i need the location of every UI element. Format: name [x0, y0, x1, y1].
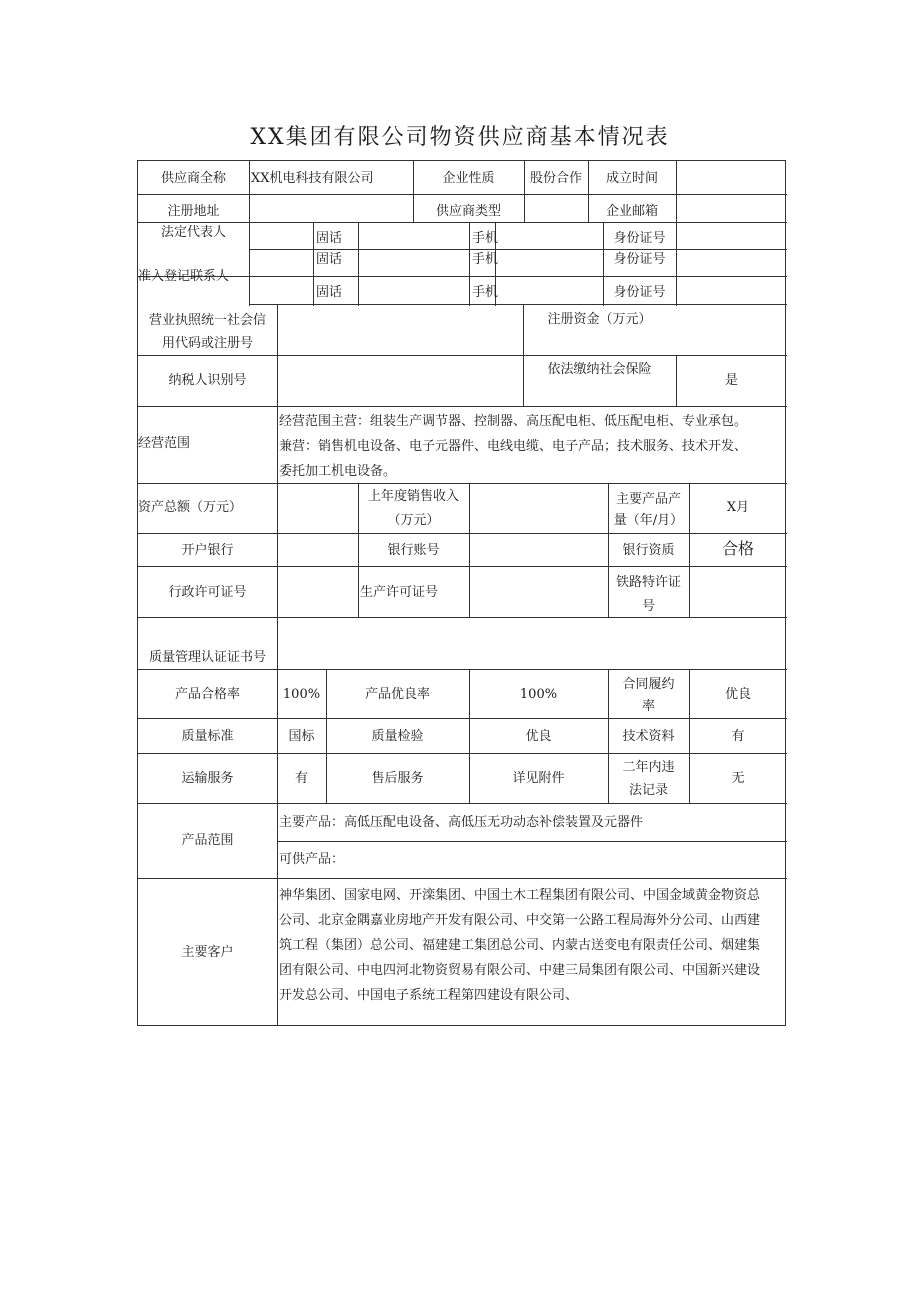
- production-license-label: 生产许可证号: [360, 585, 439, 600]
- product-output-label-line1: 主要产品产: [615, 492, 681, 507]
- grid-line: [249, 304, 787, 305]
- grid-line: [138, 194, 787, 195]
- technical-docs-label: 技术资料: [622, 729, 675, 744]
- contract-fulfillment-value: 优良: [724, 687, 751, 702]
- railway-license-label-line2: 号: [641, 599, 655, 614]
- grid-line: [138, 276, 787, 277]
- admin-license-label: 行政许可证号: [168, 585, 247, 600]
- bank-label: 开户银行: [181, 543, 234, 558]
- contract-fulfillment-label-line1: 合同履约: [622, 677, 675, 692]
- landline-label: 固话: [316, 252, 343, 267]
- mobile-label: 手机: [472, 285, 499, 300]
- product-output-value: X月: [726, 500, 750, 515]
- grid-line: [249, 249, 787, 250]
- quality-inspection-value: 优良: [525, 729, 552, 744]
- customer-line: 公司、北京金隅嘉业房地产开发有限公司、中交第一公路工程局海外分公司、山西建: [279, 913, 761, 928]
- annual-sales-label-line1: 上年度销售收入: [367, 489, 459, 504]
- grid-line: [469, 222, 470, 306]
- pass-rate-value: 100%: [282, 687, 321, 702]
- after-sales-label: 售后服务: [371, 771, 424, 786]
- violation-record-label-line1: 二年内违: [622, 760, 675, 775]
- contract-fulfillment-label-line2: 率: [641, 699, 655, 714]
- quality-standard-label: 质量标准: [181, 729, 234, 744]
- supplier-info-table: [137, 160, 786, 1026]
- grid-line: [277, 841, 787, 842]
- after-sales-value: 详见附件: [512, 771, 565, 786]
- social-insurance-value: 是: [724, 373, 738, 388]
- total-assets-label: 资产总额（万元）: [138, 500, 243, 515]
- supplier-name-label: 供应商全称: [160, 171, 226, 186]
- id-number-label: 身份证号: [613, 231, 666, 246]
- registered-address-label: 注册地址: [167, 204, 220, 219]
- main-products-text: 主要产品：高低压配电设备、高低压无功动态补偿装置及元器件: [279, 815, 644, 830]
- transport-service-value: 有: [294, 771, 308, 786]
- grid-line: [277, 803, 278, 1026]
- grid-line: [138, 878, 787, 879]
- quality-inspection-label: 质量检验: [371, 729, 424, 744]
- registered-capital-label: 注册资金（万元）: [547, 312, 652, 327]
- legal-representative-label: 法定代表人: [160, 225, 226, 240]
- id-number-label: 身份证号: [613, 285, 666, 300]
- mobile-label: 手机: [472, 252, 499, 267]
- enterprise-email-label: 企业邮箱: [605, 204, 658, 219]
- mobile-label: 手机: [472, 231, 499, 246]
- taxpayer-id-label: 纳税人识别号: [168, 373, 247, 388]
- quality-standard-value: 国标: [288, 729, 315, 744]
- bank-credit-value: 合格: [721, 539, 754, 558]
- bank-credit-label: 银行资质: [622, 543, 675, 558]
- grid-line: [138, 803, 787, 804]
- customer-line: 开发总公司、中国电子系统工程第四建设有限公司、: [279, 988, 579, 1003]
- railway-license-label-line1: 铁路特许证: [615, 575, 681, 590]
- registration-contact-label: 准入登记联系人: [138, 269, 230, 284]
- grid-line: [138, 617, 787, 618]
- business-scope-label: 经营范围: [138, 436, 191, 451]
- business-scope-text: [279, 409, 785, 484]
- customer-line: 筑工程（集团）总公司、福建建工集团总公司、内蒙古送变电有限责任公司、烟建集: [279, 938, 761, 953]
- grid-line: [277, 406, 278, 483]
- violation-record-value: 无: [731, 771, 745, 786]
- annual-sales-label-line2: （万元）: [387, 513, 440, 528]
- bank-account-label: 银行账号: [387, 543, 440, 558]
- grid-line: [277, 483, 278, 617]
- grid-line: [676, 161, 677, 222]
- business-scope-line: 兼营：销售机电设备、电子元器件、电线电缆、电子产品；技术服务、技术开发、: [279, 439, 748, 454]
- supplier-name-value: XX机电科技有限公司: [251, 171, 374, 186]
- available-products-text: 可供产品：: [279, 852, 345, 867]
- grid-line: [138, 355, 787, 356]
- credit-code-label-line1: 营业执照统一社会信: [148, 313, 266, 328]
- business-scope-line: 经营范围主营：组装生产调节器、控制器、高压配电柜、低压配电柜、专业承包。: [279, 414, 748, 429]
- landline-label: 固话: [316, 231, 343, 246]
- product-range-label: 产品范围: [181, 833, 234, 848]
- id-number-label: 身份证号: [613, 252, 666, 267]
- customer-line: 神华集团、国家电网、开滦集团、中国土木工程集团有限公司、中国金域黄金物资总: [279, 888, 761, 903]
- main-customers-label: 主要客户: [181, 945, 234, 960]
- transport-service-label: 运输服务: [181, 771, 234, 786]
- customer-line: 团有限公司、中电四河北物资贸易有限公司、中建三局集团有限公司、中国新兴建设: [279, 963, 761, 978]
- grid-line: [138, 406, 787, 407]
- main-customers-text: [279, 883, 785, 1008]
- grid-line: [249, 161, 250, 222]
- grid-line: [277, 304, 278, 406]
- quality-cert-label: 质量管理认证证书号: [148, 650, 266, 665]
- violation-record-label-line2: 法记录: [628, 783, 668, 798]
- enterprise-nature-value: 股份合作: [529, 171, 582, 186]
- excellent-rate-label: 产品优良率: [364, 687, 430, 702]
- enterprise-nature-label: 企业性质: [442, 171, 495, 186]
- technical-docs-value: 有: [731, 729, 745, 744]
- grid-line: [469, 483, 470, 617]
- founded-date-label: 成立时间: [605, 171, 658, 186]
- credit-code-label-line2: 用代码或注册号: [161, 336, 253, 351]
- grid-line: [277, 617, 278, 669]
- excellent-rate-value: 100%: [519, 687, 558, 702]
- landline-label: 固话: [316, 285, 343, 300]
- grid-line: [676, 222, 677, 306]
- social-insurance-label: 依法缴纳社会保险: [547, 362, 652, 377]
- supplier-type-label: 供应商类型: [435, 204, 501, 219]
- grid-line: [249, 222, 250, 306]
- pass-rate-label: 产品合格率: [174, 687, 240, 702]
- grid-line: [358, 222, 359, 306]
- grid-line: [138, 222, 787, 223]
- business-scope-line: 委托加工机电设备。: [279, 464, 397, 479]
- product-output-label-line2: 量（年/月）: [613, 513, 684, 528]
- grid-line: [313, 222, 314, 306]
- page-title: XX集团有限公司物资供应商基本情况表: [250, 125, 670, 150]
